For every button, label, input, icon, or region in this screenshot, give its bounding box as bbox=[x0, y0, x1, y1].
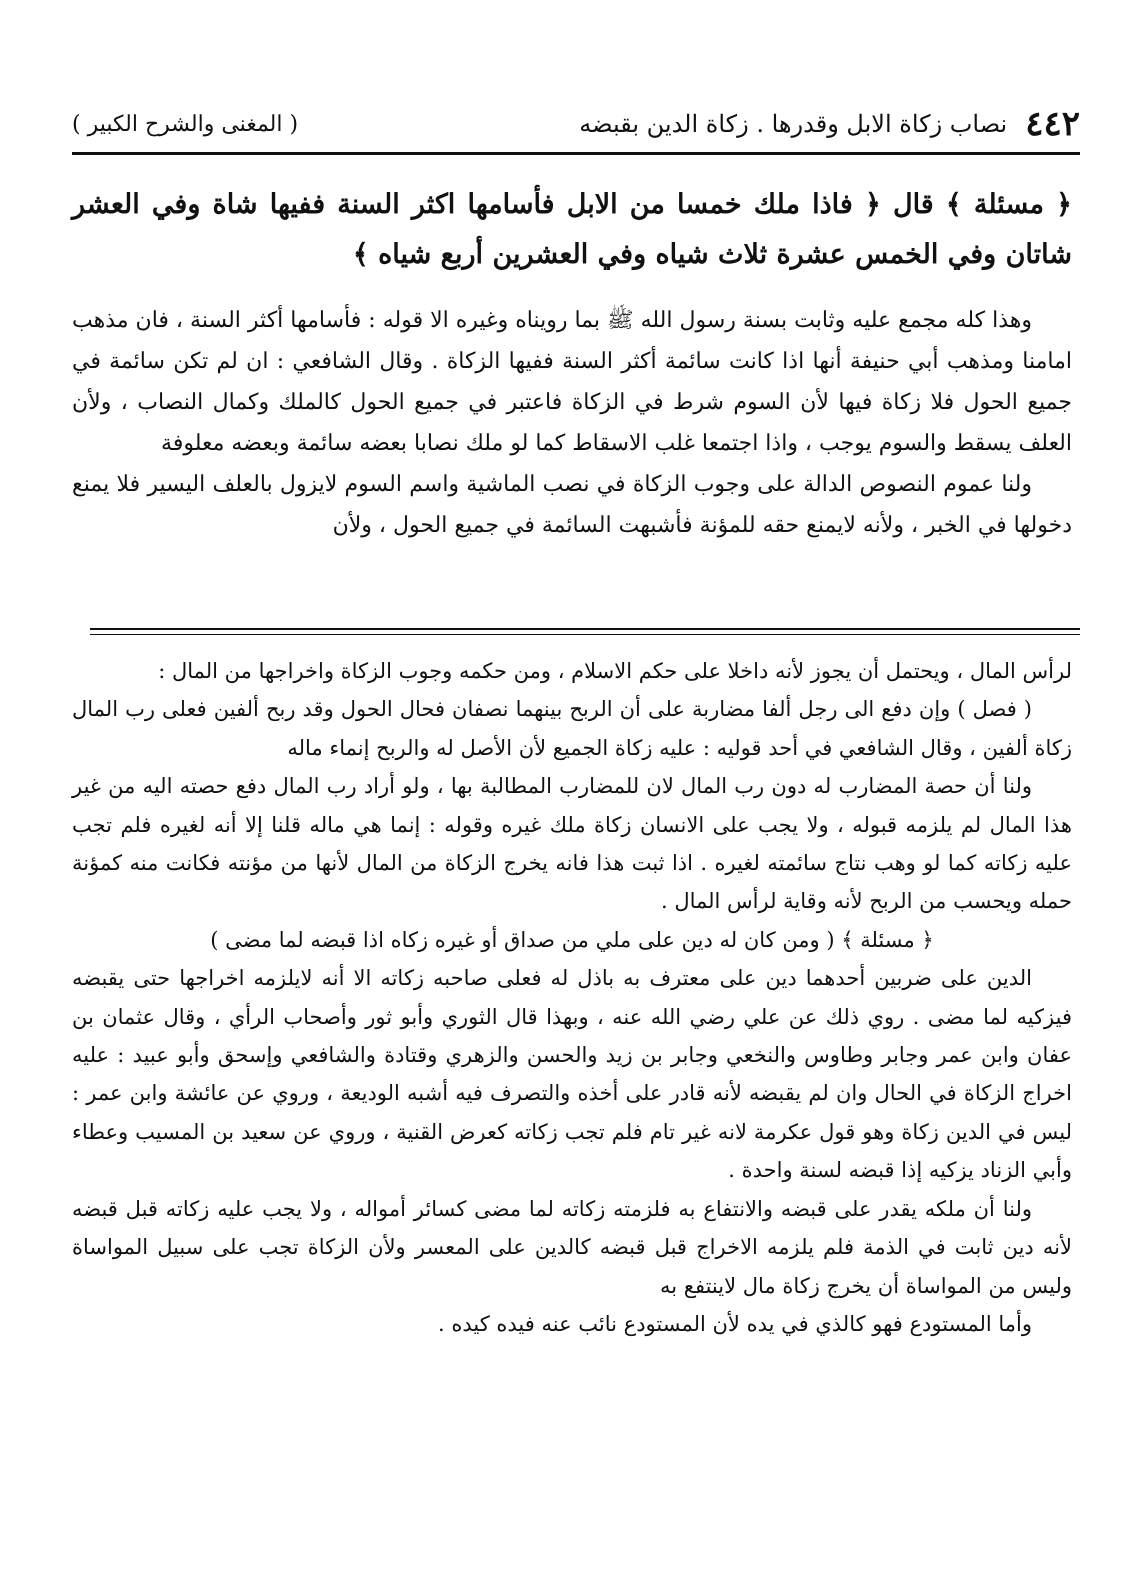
paragraph: ولنا أن ملكه يقدر على قبضه والانتفاع به فلزمته زكاته لما مضى كسائر أمواله ، ولا يجب عليه زكاته قبل قبضه لأنه دين ثابت في الذمة فلم يلزمه الاخراج قبل قبضه كالدين على المعسر ولأن الزكاة تجب على سبيل المواساة وليس من المواساة أن يخرج زكاة مال لاينتفع به bbox=[72, 1196, 1072, 1298]
mughni-commentary bbox=[72, 300, 1072, 546]
paragraph: ولنا أن حصة المضارب له دون رب المال لان للمضارب المطالبة بها ، ولو أراد رب المال دفع حصته اليه من غير هذا المال لم يلزمه قبوله ، ولا يجب على الانسان زكاة ملك غيره وقوله : إنما هي ماله قلنا إلا أنه لغيره فلم تجب عليه زكاته كما لو وهب نتاج سائمته لغيره . اذا ثبت هذا فانه يخرج الزكاة من المال لأنها من مؤنته فكانت منه كمؤنة حمله ويحسب من الربح لأنه وقاية لرأس المال . bbox=[72, 774, 1072, 914]
page-number: ٤٤٢ bbox=[1025, 104, 1080, 144]
divider-line bbox=[90, 634, 1080, 635]
paragraph: وهذا كله مجمع عليه وثابت بسنة رسول الله ﷺ بما رويناه وغيره الا قوله : فأسامها أكثر السنة ، فان مذهب امامنا ومذهب أبي حنيفة أنها اذا كانت سائمة أكثر السنة ففيها الزكاة . وقال الشافعي : ان لم تكن سائمة في جميع الحول فلا زكاة فيها لأن السوم شرط في الزكاة فاعتبر في جميع الحول كالملك وكمال النصاب ، ولأن العلف يسقط والسوم يوجب ، واذا اجتمعا غلب الاسقاط كما لو ملك نصابا بعضه سائمة وبعضه معلوفة bbox=[72, 308, 1072, 456]
page-header bbox=[72, 96, 1080, 155]
running-title: نصاب زكاة الابل وقدرها . زكاة الدين بقبضه bbox=[579, 110, 1008, 138]
fasl-paragraph: ( فصل ) وإن دفع الى رجل ألفا مضاربة على أن الربح بينهما نصفان فحال الحول وقد ربح ألفين فعلى رب المال زكاة ألفين ، وقال الشافعي في أحد قوليه : عليه زكاة الجميع لأن الأصل له والربح إنماء ماله bbox=[72, 697, 1072, 760]
sharh-section bbox=[72, 652, 1072, 1343]
masala-heading-2: ﴿ مسئلة ﴾ ( ومن كان له دين على ملي من صداق أو غيره زكاه اذا قبضه لما مضى ) bbox=[210, 927, 934, 952]
paragraph: لرأس المال ، ويحتمل أن يجوز لأنه داخلا على حكم الاسلام ، ومن حكمه وجوب الزكاة واخراجها من المال : bbox=[158, 659, 1072, 683]
paragraph: وأما المستودع فهو كالذي في يده لأن المستودع نائب عنه فيده كيده . bbox=[438, 1311, 1032, 1336]
paragraph: ولنا عموم النصوص الدالة على وجوب الزكاة في نصب الماشية واسم السوم لايزول بالعلف اليسير فلا يمنع دخولها في الخبر ، ولأنه لايمنع حقه للمؤنة فأشبهت السائمة في جميع الحول ، ولأن bbox=[72, 472, 1072, 538]
masala-text: ﴿ مسئلة ﴾ قال ﴿ فاذا ملك خمسا من الابل فأسامها اكثر السنة ففيها شاة وفي العشر شاتان وفي الخمس عشرة ثلاث شياه وفي العشرين أربع شياه ﴾ bbox=[72, 189, 1072, 270]
paragraph: الدين على ضربين أحدهما دين على معترف به باذل له فعلى صاحبه زكاته الا أنه لايلزمه اخراجها حتى يقبضه فيزكيه لما مضى . روي ذلك عن علي رضي الله عنه ، وبهذا قال الثوري وأبو ثور وأصحاب الرأي ، وقال عثمان بن عفان وابن عمر وجابر وطاوس والنخعي وجابر بن زيد والحسن والزهري وقتادة والشافعي وإسحق وأبو عبيد : عليه اخراج الزكاة في الحال وان لم يقبضه لأنه قادر على أخذه والتصرف فيه أشبه الوديعة ، وروي عن عائشة وابن عمر : ليس في الدين زكاة وهو قول عكرمة لانه غير تام فلم تجب زكاته كعرض القنية ، وروي عن سعيد بن المسيب وعطاء وأبي الزناد يزكيه إذا قبضه لسنة واحدة . bbox=[72, 966, 1072, 1183]
book-title: ( المغنى والشرح الكبير ) bbox=[72, 111, 299, 137]
masala-heading bbox=[72, 180, 1072, 280]
divider-line bbox=[90, 628, 1080, 630]
